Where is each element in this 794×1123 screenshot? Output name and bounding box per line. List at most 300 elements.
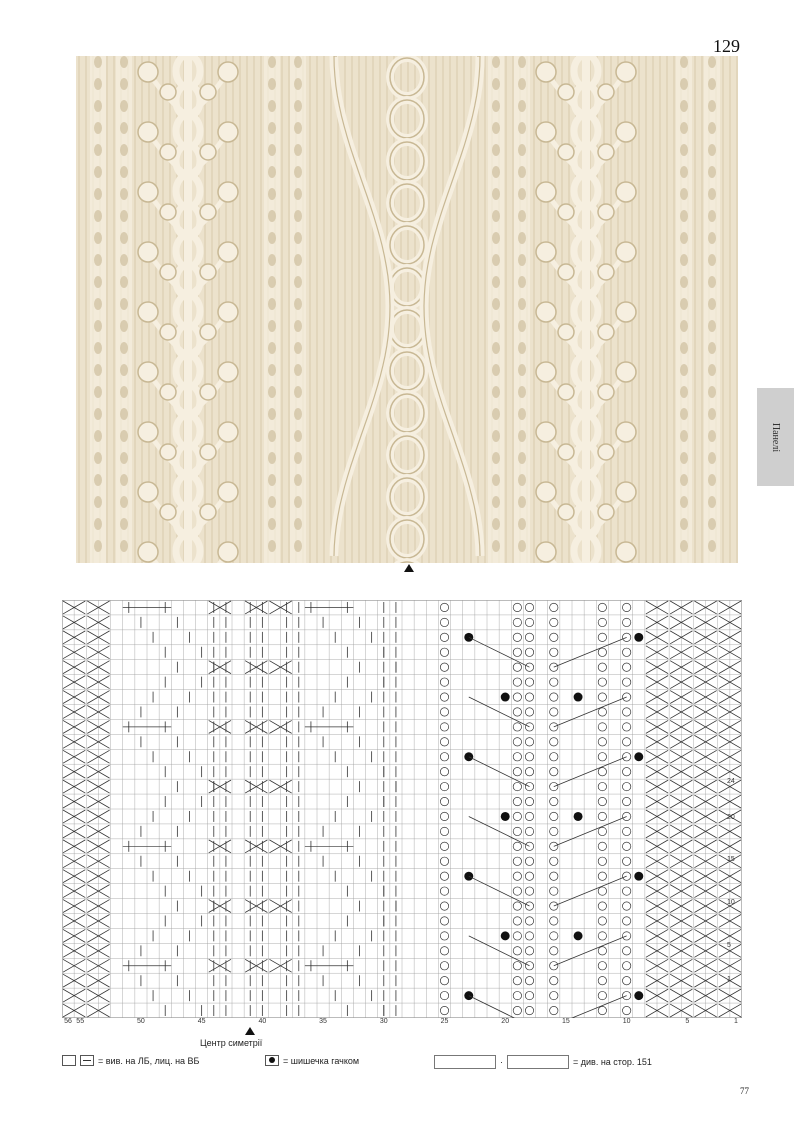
rib-eyelet [492,166,500,178]
bobble-small [160,84,176,100]
rib-eyelet [708,254,716,266]
rib-eyelet [94,56,102,68]
rib-eyelet [94,210,102,222]
rib-eyelet [680,56,688,68]
bobble-small [598,504,614,520]
rib-eyelet [518,408,526,420]
symmetry-marker-top-icon [404,564,414,572]
bobble-small [200,204,216,220]
column-number: 15 [562,1018,570,1025]
rib-eyelet [680,100,688,112]
rib-eyelet [120,100,128,112]
rib-eyelet [294,210,302,222]
bobble-mark [634,752,643,761]
column-number: 30 [379,1018,388,1025]
rib-eyelet [120,78,128,90]
rib-eyelet [492,122,500,134]
bobble [218,422,238,442]
bobble [616,422,636,442]
bobble [138,362,158,382]
rib-eyelet [708,408,716,420]
column-number: 25 [440,1018,449,1025]
bobble-mark [574,693,583,702]
bobble [616,242,636,262]
bobble [536,302,556,322]
rib-eyelet [708,276,716,288]
bobble [138,242,158,262]
rib-eyelet [518,276,526,288]
rib-eyelet [680,188,688,200]
column-number: 56 [64,1018,72,1025]
section-tab-label: Панелі [770,422,781,452]
bobble [616,182,636,202]
rib-eyelet [120,188,128,200]
rib-eyelet [120,364,128,376]
rib-eyelet [680,320,688,332]
rib-eyelet [518,452,526,464]
bobble [218,62,238,82]
rib-eyelet [680,474,688,486]
rib-eyelet [518,56,526,68]
column-number: 45 [197,1018,206,1025]
symmetry-marker-bottom-icon [245,1027,255,1035]
rib-eyelet [708,78,716,90]
rib-eyelet [708,232,716,244]
bobble-mark [574,812,583,821]
column-number: 50 [137,1018,145,1025]
chart-column-numbers [62,1018,742,1028]
rib-eyelet [120,166,128,178]
rib-eyelet [492,540,500,552]
rib-eyelet [268,518,276,530]
rib-eyelet [120,452,128,464]
rib-eyelet [268,254,276,266]
bobble-small [160,204,176,220]
bobble [218,242,238,262]
pattern-number: 129 [713,36,740,56]
rib-eyelet [518,518,526,530]
rib-eyelet [294,56,302,68]
rib-eyelet [518,144,526,156]
rib-eyelet [680,342,688,354]
bobble-small [200,504,216,520]
rib-eyelet [294,188,302,200]
rib-eyelet [708,122,716,134]
bobble-mark [634,991,643,1000]
rib-eyelet [680,518,688,530]
rib-eyelet [294,276,302,288]
bobble-small [598,264,614,280]
rib-eyelet [120,386,128,398]
bobble-small [558,204,574,220]
rib-eyelet [492,320,500,332]
rib-eyelet [492,474,500,486]
bobble-small [200,324,216,340]
rib-eyelet [294,430,302,442]
bobble-small [598,144,614,160]
rib-eyelet [94,386,102,398]
rib-eyelet [708,144,716,156]
bobble [616,122,636,142]
rib-eyelet [94,430,102,442]
rib-eyelet [294,144,302,156]
bobble-mark [574,931,583,940]
rib-eyelet [680,452,688,464]
rib-eyelet [492,386,500,398]
bobble [536,242,556,262]
rib-eyelet [268,364,276,376]
rib-eyelet [680,254,688,266]
bobble-mark [634,872,643,881]
rib-eyelet [680,364,688,376]
bobble [616,62,636,82]
rib-eyelet [708,430,716,442]
bobble-small [558,264,574,280]
rib-eyelet [294,78,302,90]
rib-eyelet [120,232,128,244]
bobble-small [200,444,216,460]
rib-eyelet [680,122,688,134]
rib-eyelet [94,122,102,134]
rib-eyelet [294,518,302,530]
rib-eyelet [94,408,102,420]
column-number: 35 [319,1018,327,1025]
rib-eyelet [268,78,276,90]
rib-eyelet [120,276,128,288]
rib-eyelet [294,452,302,464]
row-number: 10 [727,899,735,906]
knitted-swatch-photo [76,56,738,563]
rib-eyelet [680,496,688,508]
rib-eyelet [492,144,500,156]
bobble-small [200,84,216,100]
bobble-small [558,84,574,100]
column-number: 1 [733,1018,738,1025]
bobble-small [200,384,216,400]
bobble-small [598,204,614,220]
rib-eyelet [268,276,276,288]
rib-eyelet [518,100,526,112]
rib-eyelet [268,122,276,134]
rib-eyelet [294,364,302,376]
rib-eyelet [518,320,526,332]
rib-eyelet [268,342,276,354]
column-number: 20 [501,1018,510,1025]
bobble-mark [501,693,510,702]
symmetry-center-label: Центр симетрії [200,1038,263,1048]
bobble [218,302,238,322]
rib-eyelet [268,144,276,156]
rib-eyelet [94,144,102,156]
rib-eyelet [268,100,276,112]
bobble-small [598,384,614,400]
rib-eyelet [680,166,688,178]
bobble [536,542,556,562]
bobble [616,302,636,322]
rib-eyelet [492,430,500,442]
rib-eyelet [492,518,500,530]
legend-item-purl [62,1055,199,1066]
rib-eyelet [94,232,102,244]
rib-eyelet [94,342,102,354]
rib-eyelet [492,210,500,222]
rib-eyelet [492,188,500,200]
bobble-small [160,444,176,460]
bobble [138,182,158,202]
column-number: 10 [622,1018,631,1025]
rib-eyelet [680,386,688,398]
rib-eyelet [492,342,500,354]
rib-eyelet [708,320,716,332]
rib-eyelet [268,430,276,442]
bobble [138,62,158,82]
rib-eyelet [120,122,128,134]
bobble [536,182,556,202]
rib-eyelet [94,474,102,486]
bobble [616,362,636,382]
rib-eyelet [492,56,500,68]
rib-eyelet [518,166,526,178]
chart-legend [62,1055,762,1073]
bobble-small [558,144,574,160]
rib-eyelet [94,452,102,464]
page-number: 77 [740,1086,749,1096]
rib-eyelet [94,254,102,266]
bobble-small [160,504,176,520]
rib-eyelet [120,320,128,332]
bobble [218,182,238,202]
rib-eyelet [94,320,102,332]
rib-eyelet [518,364,526,376]
bobble-small [160,324,176,340]
rib-eyelet [120,342,128,354]
rib-eyelet [708,386,716,398]
bobble-small [160,264,176,280]
legend-cable-text: = див. на стор. 151 [573,1057,652,1067]
rib-eyelet [680,298,688,310]
rib-eyelet [294,254,302,266]
rib-eyelet [680,276,688,288]
bobble [536,362,556,382]
bobble-small [558,444,574,460]
row-number: 24 [727,778,735,785]
rib-eyelet [294,100,302,112]
rib-eyelet [708,210,716,222]
bobble [536,482,556,502]
rib-eyelet [708,540,716,552]
bobble-small [200,144,216,160]
legend-bobble-text: = шишечка гачком [283,1055,360,1066]
rib-eyelet [492,232,500,244]
rib-eyelet [294,122,302,134]
rib-eyelet [708,56,716,68]
rib-eyelet [268,210,276,222]
bobble [138,542,158,562]
rib-eyelet [708,166,716,178]
rib-eyelet [120,56,128,68]
rib-eyelet [120,474,128,486]
rib-eyelet [94,540,102,552]
rib-eyelet [268,540,276,552]
rib-eyelet [492,100,500,112]
rib-eyelet [492,496,500,508]
rib-eyelet [94,518,102,530]
rib-eyelet [268,188,276,200]
rib-eyelet [120,496,128,508]
rib-eyelet [680,210,688,222]
bobble-small [598,324,614,340]
rib-eyelet [518,342,526,354]
rib-eyelet [94,78,102,90]
rib-eyelet [518,210,526,222]
rib-eyelet [94,166,102,178]
rib-eyelet [120,298,128,310]
row-number: 1 [727,976,731,983]
rib-eyelet [708,474,716,486]
rib-eyelet [492,254,500,266]
rib-eyelet [708,518,716,530]
legend-item-bobble [265,1055,359,1066]
rib-eyelet [120,254,128,266]
rib-eyelet [294,232,302,244]
bobble-mark [464,633,473,642]
rib-eyelet [492,364,500,376]
bobble-small [558,504,574,520]
rib-eyelet [492,276,500,288]
bobble-small [598,84,614,100]
rib-eyelet [680,144,688,156]
rib-eyelet [294,166,302,178]
bobble-small [558,384,574,400]
rib-eyelet [94,364,102,376]
rib-eyelet [518,540,526,552]
rib-eyelet [120,430,128,442]
bobble [536,422,556,442]
bobble-small [558,324,574,340]
bobble-small [598,444,614,460]
bobble [616,542,636,562]
rib-eyelet [518,430,526,442]
bobble-small [200,264,216,280]
rib-eyelet [268,386,276,398]
legend-purl-text: = вив. на ЛБ, лиц. на ВБ [98,1055,200,1066]
rib-eyelet [120,408,128,420]
empty-cell-icon [62,1055,76,1066]
rib-eyelet [680,78,688,90]
bobble [218,362,238,382]
rib-eyelet [268,496,276,508]
legend-separator: · [500,1057,503,1067]
rib-eyelet [680,232,688,244]
bobble [138,422,158,442]
rib-eyelet [518,298,526,310]
rib-eyelet [492,452,500,464]
rib-eyelet [120,144,128,156]
swatch-illustration [76,56,738,563]
rib-eyelet [268,408,276,420]
row-number: 5 [727,942,731,949]
bobble [536,122,556,142]
bobble-mark [464,991,473,1000]
rib-eyelet [294,386,302,398]
rib-eyelet [708,100,716,112]
rib-eyelet [94,496,102,508]
section-tab[interactable] [757,388,794,486]
legend-item-cable [434,1055,652,1069]
column-number: 40 [258,1018,267,1025]
rib-eyelet [518,122,526,134]
bobble-small [160,144,176,160]
rib-eyelet [680,430,688,442]
rib-eyelet [268,452,276,464]
row-number: 20 [727,814,735,821]
rib-eyelet [708,364,716,376]
rib-eyelet [680,540,688,552]
bobble-mark [464,872,473,881]
rib-eyelet [268,56,276,68]
rib-eyelet [492,298,500,310]
bobble [138,122,158,142]
knitting-chart [62,600,742,1018]
rib-eyelet [120,210,128,222]
bobble [536,62,556,82]
bobble [616,482,636,502]
rib-eyelet [294,540,302,552]
dash-cell-icon [80,1055,94,1066]
bobble-small [160,384,176,400]
bobble [138,482,158,502]
bobble-mark [501,812,510,821]
bobble [138,302,158,322]
rib-eyelet [94,298,102,310]
rib-eyelet [518,232,526,244]
rib-eyelet [518,386,526,398]
rib-eyelet [294,496,302,508]
rib-eyelet [94,276,102,288]
bobble-mark [634,633,643,642]
rib-eyelet [708,188,716,200]
rib-eyelet [518,78,526,90]
rib-eyelet [518,188,526,200]
rib-eyelet [268,320,276,332]
cable-symbol-icon [434,1055,496,1069]
bobble-icon [265,1055,279,1066]
rib-eyelet [294,408,302,420]
rib-eyelet [268,298,276,310]
rib-eyelet [680,408,688,420]
rib-eyelet [518,496,526,508]
rib-eyelet [294,474,302,486]
rib-eyelet [294,298,302,310]
rib-eyelet [518,254,526,266]
rib-eyelet [268,474,276,486]
rib-eyelet [268,232,276,244]
bobble-mark [501,931,510,940]
rib-eyelet [708,452,716,464]
column-number: 5 [685,1018,690,1025]
rib-eyelet [294,342,302,354]
row-number: 15 [727,856,735,863]
rib-eyelet [708,298,716,310]
rib-eyelet [94,100,102,112]
rib-eyelet [94,188,102,200]
rib-eyelet [708,496,716,508]
rib-eyelet [492,78,500,90]
bobble [218,122,238,142]
rib-eyelet [120,540,128,552]
rib-eyelet [120,518,128,530]
rib-eyelet [268,166,276,178]
